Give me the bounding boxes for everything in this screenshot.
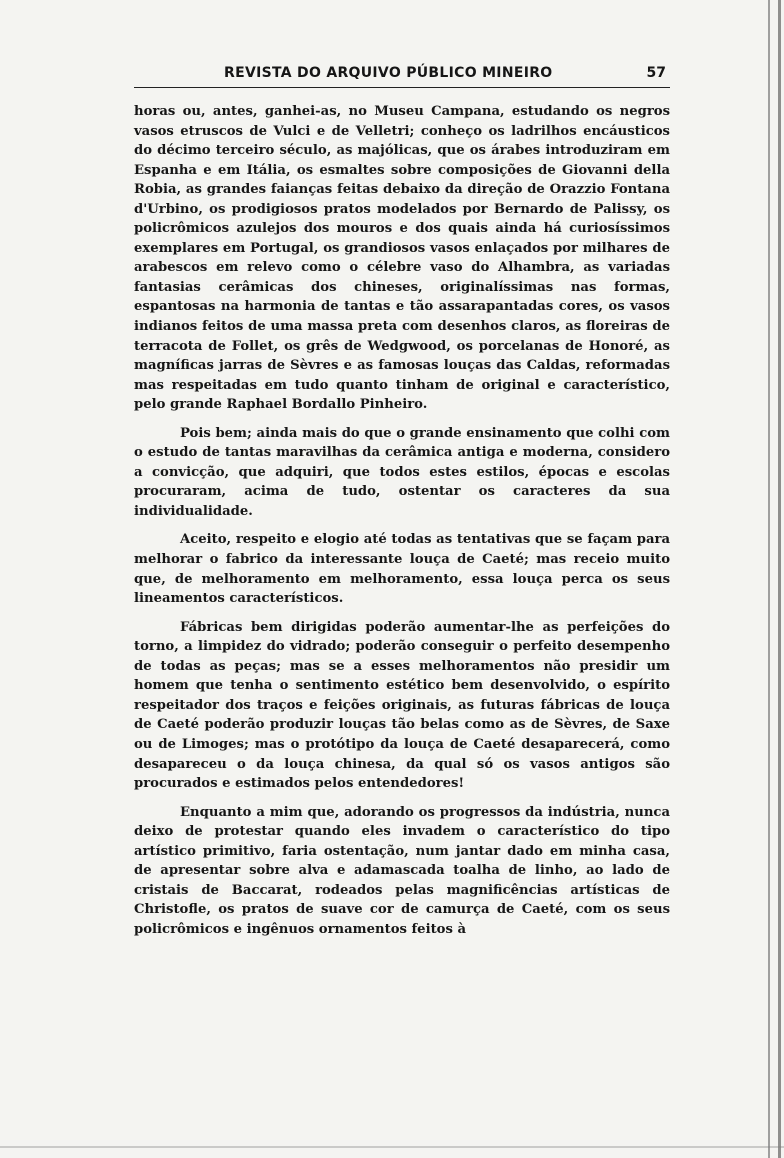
paragraph: Enquanto a mim que, adorando os progressos da indústria, nunca deixo de protestar quando eles invadem o característico do tipo artístico primitivo, faria ostentação, num jantar dado em minha casa, de apresentar sobre alva e adamascada toalha de linho, ao lado de cristais de Baccarat, rodeados pelas magnificências artísticas de Christofle, os pratos de suave cor de camurça de Caeté, com os seus policrômicos e ingênuos ornamentos feitos à — [134, 804, 670, 937]
running-header-title: REVISTA DO ARQUIVO PÚBLICO MINEIRO — [224, 65, 553, 81]
page-number: 57 — [646, 65, 666, 81]
body-text — [134, 102, 670, 948]
page-edge-border — [778, 0, 781, 1158]
paragraph: Fábricas bem dirigidas poderão aumentar-lhe as perfeições do torno, a limpidez do vidrado; poderão conseguir o perfeito desempenho de todas as peças; mas se a esses melhoramentos não presidir um homem que tenha o sentimento estético bem desenvolvido, o espírito respeitador dos traços e feições originais, as futuras fábricas de louça de Caeté poderão produzir louças tão belas como as de Sèvres, de Saxe ou de Limoges; mas o protótipo da louça de Caeté desaparecerá, como desapareceu o da louça chinesa, da qual só os vasos antigos são procurados e estimados pelos entendedores! — [134, 619, 670, 792]
running-header — [134, 63, 670, 88]
paragraph: Pois bem; ainda mais do que o grande ensinamento que colhi com o estudo de tantas maravilhas da cerâmica antiga e moderna, considero a convicção, que adquiri, que todos estes estilos, épocas e escolas procuraram, acima de tudo, ostentar os caracteres da sua individualidade. — [134, 425, 670, 519]
paragraph: Aceito, respeito e elogio até todas as tentativas que se façam para melhorar o fabrico da interessante louça de Caeté; mas receio muito que, de melhoramento em melhoramento, essa louça perca os seus lineamentos característicos. — [134, 532, 670, 607]
paragraph: horas ou, antes, ganhei-as, no Museu Campana, estudando os negros vasos etruscos de Vulci e de Velletri; conheço os ladrilhos encáusticos do décimo terceiro século, as majólicas, que os árabes introduziram em Espanha e em Itália, os esmaltes sobre composições de Giovanni della Robia, as grandes faianças feitas debaixo da direção de Orazzio Fontana d'Urbino, os prodigiosos pratos modelados por Bernardo de Palissy, os policrômicos azulejos dos mouros e dos quais ainda há curiosíssimos exemplares em Portugal, os grandiosos vasos enlaçados por milhares de arabescos em relevo como o célebre vaso do Alhambra, as variadas fantasias cerâmicas dos chineses, originalíssimas nas formas, espantosas na harmonia de tantas e tão assarapantadas cores, os vasos indianos feitos de uma massa preta com desenhos claros, as floreiras de terracota de Follet, os grês de Wedgwood, os porcelanas de Honoré, as magníficas jarras de Sèvres e as famosas louças das Caldas, reformadas mas respeitadas em tudo quanto tinham de original e característico, pelo grande Raphael Bordallo Pinheiro. — [134, 104, 670, 413]
page-edge-shadow — [768, 0, 770, 1158]
page-bottom-edge — [0, 1146, 784, 1148]
